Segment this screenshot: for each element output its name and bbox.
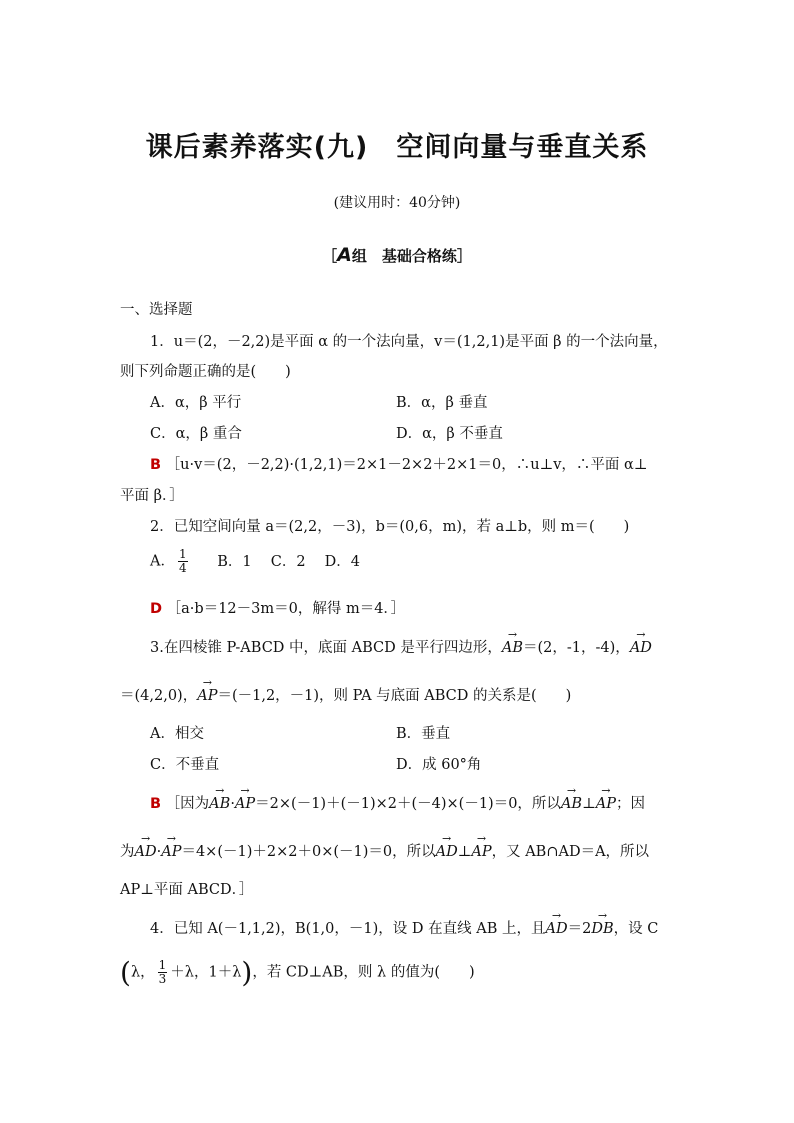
page-title	[0, 125, 794, 164]
q3-solution-line3: AP⊥平面 ABCD．］	[120, 882, 254, 898]
q3-sol2-text-e: ，又 AB∩AD＝A，所以	[491, 844, 650, 860]
q3-solution-line1	[150, 792, 645, 813]
vector-ad: → AD	[630, 640, 652, 656]
group-heading	[0, 244, 794, 266]
vector-ab: → AB	[209, 796, 230, 812]
vector-ap: → AP	[161, 844, 181, 860]
q2-option-a-label: A．	[150, 553, 175, 570]
vector-ad: → AD	[135, 844, 157, 860]
q3-answer: B	[150, 796, 162, 812]
vector-ap: → AP	[197, 688, 217, 704]
q3-sol-text-e: ；因	[615, 796, 645, 812]
q3-sol-dot: ·	[230, 796, 235, 812]
q1-answer: B	[150, 457, 162, 473]
vector-ap: → AP	[596, 796, 616, 812]
q2-solution	[150, 597, 405, 618]
q3-sol-text-a: ［因为	[165, 796, 210, 812]
q4-paren-open: (	[120, 956, 131, 989]
q3-stem-text-b: ＝(2，-1，-4)，	[523, 640, 630, 656]
q4-coord-b: ＋λ，1＋λ	[170, 964, 242, 981]
q1-option-c: C．α，β 重合	[150, 426, 242, 442]
q4-stem-line1	[150, 917, 658, 938]
q3-option-c: C．不垂直	[150, 757, 220, 773]
title-part-2: 空间向量与垂直关系	[396, 132, 649, 163]
time-hint: (建议用时：40分钟)	[333, 195, 461, 211]
q4-paren-close: )	[241, 956, 253, 989]
q3-sol2-dot: ·	[156, 844, 162, 860]
vector-ad: → AD	[545, 921, 567, 937]
q3-stem-line1	[150, 636, 652, 657]
q2-options	[150, 548, 360, 575]
q1-option-b: B．α，β 垂直	[396, 395, 488, 411]
group-letter: A	[337, 244, 352, 266]
q3-sol2-text-a: 为	[120, 844, 135, 860]
q3-sol2-perp: ⊥	[457, 844, 472, 860]
q4-frac-den: 3	[158, 972, 167, 986]
vector-ap: → AP	[235, 796, 255, 812]
q2-frac-den: 4	[178, 561, 187, 575]
section-heading: 一、选择题	[120, 302, 193, 318]
q3-sol-text-c: ＝2×(－1)＋(－1)×2＋(－4)×(－1)＝0，所以	[255, 796, 561, 812]
title-part-1: 课后素养落实(九)	[145, 132, 369, 163]
q1-solution-text: ［u·v＝(2，－2,2)·(1,2,1)＝2×1－2×2＋2×1＝0，∴u⊥v，∴平面 α⊥	[165, 457, 648, 473]
q3-stem-text-d: ＝(－1,2，－1)，则 PA 与底面 ABCD 的关系是( )	[217, 688, 572, 704]
q1-stem-line1: 1．u＝(2，－2,2)是平面 α 的一个法向量，v＝(1,2,1)是平面 β 的一个法向量，	[150, 334, 668, 350]
q4-stem-line2	[120, 956, 475, 989]
q1-option-a: A．α，β 平行	[150, 395, 242, 411]
q4-stem-text-d: ，若 CD⊥AB，则 λ 的值为( )	[252, 964, 475, 981]
q3-sol2-text-c: ＝4×(－1)＋2×2＋0×(－1)＝0，所以	[181, 844, 436, 860]
q1-stem-line2: 则下列命题正确的是( )	[120, 364, 291, 380]
q4-stem-text-b: ＝2	[567, 921, 592, 937]
q3-option-d: D．成 60°角	[396, 757, 482, 773]
q3-option-b: B．垂直	[396, 726, 451, 742]
q3-stem-line2	[120, 684, 571, 705]
q4-fraction	[158, 959, 168, 986]
q3-stem-text-a: 3.在四棱锥 P-ABCD 中，底面 ABCD 是平行四边形，	[150, 640, 502, 656]
q2-answer: D	[150, 601, 163, 617]
q1-option-d: D．α，β 不垂直	[396, 426, 503, 442]
group-bracket-open: ［	[322, 247, 338, 265]
q4-coord-a: λ，	[130, 964, 155, 981]
q4-stem-text-c: ，设 C	[613, 921, 659, 937]
q2-stem: 2．已知空间向量 a＝(2,2，－3)，b＝(0,6，m)，若 a⊥b，则 m＝( )	[150, 519, 630, 535]
q2-options-rest: B．1 C．2 D．4	[217, 553, 361, 570]
vector-db: → DB	[591, 921, 613, 937]
vector-ab: → AB	[561, 796, 582, 812]
vector-ap: → AP	[471, 844, 491, 860]
q3-solution-line2	[120, 840, 649, 861]
vector-ad: → AD	[436, 844, 458, 860]
q3-stem-text-c: ＝(4,2,0)，	[120, 688, 198, 704]
q2-option-a-fraction	[178, 548, 188, 575]
group-bracket-close: ］	[456, 247, 472, 265]
vector-ab: → AB	[502, 640, 523, 656]
q2-solution-text: ［a·b＝12－3m＝0，解得 m＝4．］	[166, 601, 406, 617]
q2-frac-num: 1	[178, 547, 187, 561]
q4-frac-num: 1	[158, 958, 167, 972]
q1-solution-line2: 平面 β．］	[120, 488, 184, 504]
q4-stem-text-a: 4．已知 A(－1,1,2)，B(1,0，－1)，设 D 在直线 AB 上，且	[150, 921, 546, 937]
group-label: 组 基础合格练	[351, 247, 457, 265]
q3-option-a: A．相交	[150, 726, 204, 742]
q1-solution-line1	[150, 453, 647, 474]
q3-sol-perp: ⊥	[582, 796, 596, 812]
